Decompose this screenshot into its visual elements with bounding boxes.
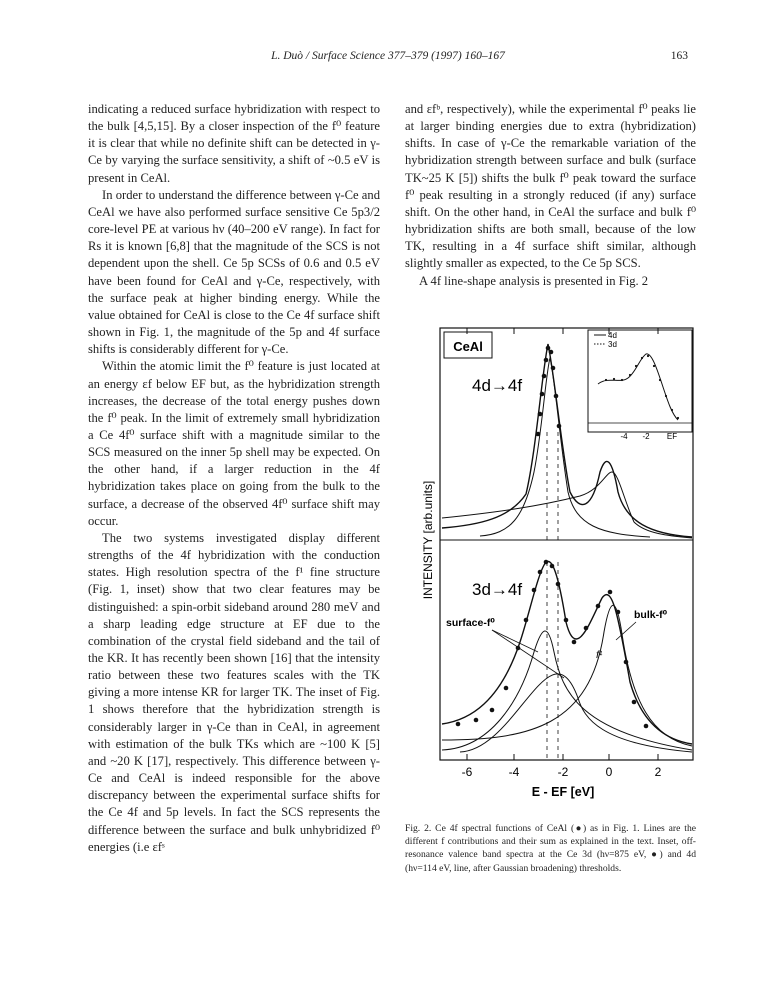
x-tick-label: -6 — [461, 765, 473, 779]
paragraph: indicating a reduced surface hybridization with respect to the bulk [4,5,15]. By a closer inspection of the f⁰ feature it is clear that while no definite shift can be detected in γ-Ce by varying the surface sensitivity, a shift of ~0.5 eV is present in CeAl. — [88, 102, 380, 185]
inset-tick: -2 — [642, 432, 650, 441]
bottom-component-curve — [442, 631, 692, 750]
top-data-points — [536, 346, 562, 437]
inset-legend-4d: 4d — [608, 331, 617, 340]
journal-citation: L. Duò / Surface Science 377–379 (1997) 160–167 — [271, 50, 505, 62]
inset-tick: -4 — [620, 432, 628, 441]
x-tick-label: 2 — [654, 765, 662, 779]
f1-label: f¹ — [596, 649, 603, 661]
sample-label: CeAl — [453, 339, 483, 354]
bulk-f0-label: bulk-f⁰ — [634, 609, 668, 621]
x-tick-label: -4 — [508, 765, 520, 779]
spectra-plot — [420, 322, 696, 812]
surface-f0-label: surface-f⁰ — [446, 617, 495, 629]
left-text-column — [88, 101, 380, 856]
x-tick-label: 0 — [605, 765, 613, 779]
top-component-curve — [442, 472, 692, 538]
bottom-panel-label: 3d→4f — [472, 580, 523, 599]
paragraph: The two systems investigated display different strengths of the 4f hybridization with the conduction states. High resolution spectra of the f¹ fine structure (Fig. 1, inset) show that two clear features may be distinguished: a spin-orbit sideband around 280 meV and a sharp leading edge structure at EF due to the combination of the crystal field sideband and the tail of the KR. It has recently been shown [16] that the intensity ratio between these two features scales with the TK giving a more intense KR for larger TK. The inset of Fig. 1 shows therefore that the hybridization strength is considerably larger in γ-Ce than in CeAl, in agreement with estimation of the bulk TKs which are ~100 K [5] and ~20 K [17], respectively. This difference between γ-Ce and CeAl is indeed responsible for the above discrepancy between the experimental surface shifts for the Ce 4f and 5p levels. In fact the SCS represents the difference between the surface and bulk unhybridized f⁰ energies (i.e εfˢ — [88, 530, 380, 854]
page-number: 163 — [670, 50, 688, 62]
figure-caption: Fig. 2. Ce 4f spectral functions of CeAl (●) as in Fig. 1. Lines are the different f contributions and their sum as explained in the text. Inset, off-resonance valence band spectra at the Ce 3d (hν=875 eV, ●) and 4d (hν=114 eV, line, after Gaussian broadening) thresholds. — [405, 823, 696, 874]
paragraph: In order to understand the difference between γ-Ce and CeAl we have also performed surface sensitive Ce 5p3/2 core-level PE at various hν (40–200 eV range). In fact for Rs it is known [6,8] that the magnitude of the SCS is not dependent upon the shell. Ce 5p SCSs of 0.6 and 0.5 eV have been found for CeAl and γ-Ce, respectively, with the surface peak at higher binding energy. While the value obtained for CeAl is close to the Ce 4f surface shift shown in Fig. 1, the magnitude of the 5p and 4f surface shifts is considerably different for γ-Ce. — [88, 187, 380, 357]
x-tick-label: -2 — [557, 765, 569, 779]
paragraph: A 4f line-shape analysis is presented in Fig. 2 — [419, 273, 649, 288]
top-panel-label: 4d→4f — [472, 376, 523, 395]
bottom-component-curve — [460, 674, 692, 752]
y-axis-label: INTENSITY [arb.units] — [421, 480, 435, 600]
inset-legend-3d: 3d — [608, 340, 617, 349]
right-text-column — [405, 101, 696, 290]
figure-2 — [420, 322, 696, 817]
x-axis-label: E - EF [eV] — [531, 785, 595, 799]
paragraph: Within the atomic limit the f⁰ feature is just located at an energy εf below EF but, as the hybridization strength increases, the decrease of the total energy pushes down the f⁰ peak. In the limit of extremely small hybridization a Ce 4f⁰ surface shift with a magnitude similar to the SCS measured on the inner 5p shell may be expected. On the other hand, if a larger reduction in the 4f hybridization takes place on going from the bulk to the surface, a decrease of the observed 4f⁰ surface shift may occur. — [88, 359, 380, 528]
inset-tick: EF — [666, 432, 678, 441]
paragraph: and εfᵇ, respectively), while the experimental f⁰ peaks lie at larger binding energies due to extra (hybridization) shifts. In case of γ-Ce the remarkable variation of the hybridization strength between surface and bulk (surface TK~25 K [5]) shifts the bulk f⁰ peak toward the surface f⁰ peak resulting in a strongly reduced (if any) surface shift. On the other hand, in CeAl the surface and bulk f⁰ hybridization shifts are both small, because of the low TK, resulting in a 4f surface shift similar, although slightly smaller as expected, to the Ce 5p SCS. — [405, 102, 696, 271]
running-header — [88, 50, 688, 66]
